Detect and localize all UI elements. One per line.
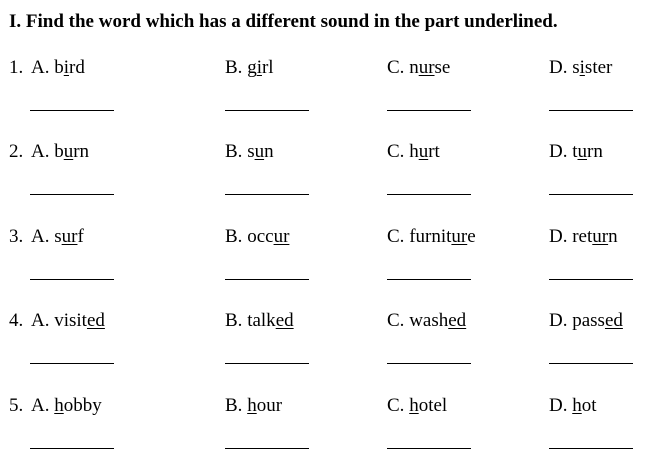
option-letter: D.	[549, 57, 568, 78]
underlined-part: h	[409, 395, 419, 416]
option-letter: D.	[549, 310, 568, 331]
option-word	[572, 226, 617, 247]
option-a	[31, 226, 84, 248]
question-number: 3.	[9, 226, 24, 247]
word-prefix: s	[54, 226, 62, 247]
word-suffix: n	[608, 226, 618, 247]
underlined-part: ur	[451, 226, 468, 247]
word-suffix: se	[434, 57, 451, 78]
option-letter: A.	[31, 141, 50, 162]
answer-blank[interactable]	[30, 279, 114, 280]
option-c	[387, 57, 450, 79]
word-prefix: t	[572, 141, 578, 162]
word-prefix: furnit	[409, 226, 452, 247]
option-word	[54, 226, 84, 247]
option-word	[572, 57, 612, 78]
word-prefix: b	[54, 57, 64, 78]
option-a	[31, 57, 85, 79]
question-3	[0, 226, 649, 296]
option-a	[31, 141, 89, 163]
answer-blank[interactable]	[387, 110, 471, 111]
answer-blank[interactable]	[225, 448, 309, 449]
option-word	[247, 141, 273, 162]
word-suffix: n	[264, 141, 274, 162]
word-suffix: f	[77, 226, 84, 247]
underlined-part: h	[54, 395, 64, 416]
option-c	[387, 310, 466, 332]
option-letter: B.	[225, 310, 243, 331]
option-b	[225, 310, 294, 332]
word-suffix: ster	[584, 57, 613, 78]
option-word	[54, 395, 102, 416]
question-5	[0, 395, 649, 465]
option-word	[572, 395, 596, 416]
answer-blank[interactable]	[387, 448, 471, 449]
word-prefix: pass	[572, 310, 605, 331]
underlined-part: ed	[448, 310, 467, 331]
word-prefix: s	[572, 57, 580, 78]
option-word	[54, 57, 85, 78]
underlined-part: ur	[61, 226, 78, 247]
option-letter: C.	[387, 310, 405, 331]
option-letter: B.	[225, 57, 243, 78]
answer-blank[interactable]	[225, 110, 309, 111]
underlined-part: ur	[592, 226, 609, 247]
word-suffix: ot	[581, 395, 597, 416]
answer-blank[interactable]	[225, 363, 309, 364]
underlined-part: h	[572, 395, 582, 416]
answer-blank[interactable]	[387, 363, 471, 364]
option-c	[387, 395, 447, 417]
option-d	[549, 141, 603, 163]
answer-blank[interactable]	[30, 363, 114, 364]
underlined-part: ed	[604, 310, 623, 331]
answer-blank[interactable]	[549, 363, 633, 364]
option-word	[409, 395, 447, 416]
underlined-part: h	[247, 395, 257, 416]
option-word	[409, 310, 466, 331]
option-letter: B.	[225, 395, 243, 416]
option-a	[31, 310, 105, 332]
underlined-part: u	[254, 141, 265, 162]
answer-blank[interactable]	[549, 448, 633, 449]
answer-blank[interactable]	[549, 110, 633, 111]
question-number: 4.	[9, 310, 24, 331]
answer-blank[interactable]	[30, 448, 114, 449]
word-prefix: b	[54, 141, 64, 162]
question-4	[0, 310, 649, 380]
option-word	[54, 310, 105, 331]
option-letter: B.	[225, 141, 243, 162]
word-prefix: h	[409, 141, 419, 162]
option-c	[387, 226, 476, 248]
option-letter: B.	[225, 226, 243, 247]
word-prefix: n	[409, 57, 419, 78]
exercise-heading: I. Find the word which has a different sound in the part underlined.	[9, 11, 558, 32]
option-letter: D.	[549, 226, 568, 247]
option-word	[572, 141, 603, 162]
word-prefix: talk	[247, 310, 276, 331]
underlined-part: u	[418, 141, 429, 162]
underlined-part: i	[579, 57, 585, 78]
word-prefix: ret	[572, 226, 593, 247]
question-2	[0, 141, 649, 211]
word-suffix: rl	[261, 57, 274, 78]
underlined-part: ed	[275, 310, 294, 331]
word-suffix: e	[467, 226, 476, 247]
word-prefix: s	[247, 141, 255, 162]
answer-blank[interactable]	[549, 194, 633, 195]
word-prefix: visit	[54, 310, 87, 331]
word-prefix: g	[247, 57, 257, 78]
option-word	[409, 141, 440, 162]
option-letter: A.	[31, 57, 50, 78]
option-d	[549, 395, 597, 417]
answer-blank[interactable]	[387, 279, 471, 280]
underlined-part: i	[63, 57, 70, 78]
option-letter: A.	[31, 395, 50, 416]
option-word	[54, 141, 89, 162]
word-suffix: rn	[73, 141, 90, 162]
option-word	[247, 226, 289, 247]
option-c	[387, 141, 440, 163]
option-word	[247, 395, 282, 416]
option-letter: C.	[387, 395, 405, 416]
question-number: 5.	[9, 395, 24, 416]
option-b	[225, 226, 289, 248]
option-letter: C.	[387, 57, 405, 78]
option-letter: D.	[549, 141, 568, 162]
word-suffix: rd	[69, 57, 85, 78]
option-word	[572, 310, 623, 331]
option-b	[225, 141, 274, 163]
option-letter: A.	[31, 310, 50, 331]
option-word	[247, 310, 293, 331]
option-letter: C.	[387, 141, 405, 162]
answer-blank[interactable]	[30, 194, 114, 195]
option-b	[225, 395, 282, 417]
option-d	[549, 226, 618, 248]
underlined-part: u	[63, 141, 74, 162]
word-suffix: obby	[63, 395, 102, 416]
answer-blank[interactable]	[387, 194, 471, 195]
option-letter: C.	[387, 226, 405, 247]
question-number: 2.	[9, 141, 24, 162]
option-b	[225, 57, 274, 79]
word-suffix: rn	[587, 141, 603, 162]
answer-blank[interactable]	[549, 279, 633, 280]
word-prefix: wash	[409, 310, 449, 331]
word-suffix: rt	[428, 141, 440, 162]
underlined-part: ur	[418, 57, 435, 78]
option-a	[31, 395, 102, 417]
answer-blank[interactable]	[225, 279, 309, 280]
underlined-part: i	[256, 57, 262, 78]
underlined-part: ur	[273, 226, 290, 247]
option-word	[409, 57, 450, 78]
option-letter: D.	[549, 395, 568, 416]
option-letter: A.	[31, 226, 50, 247]
word-suffix: otel	[418, 395, 448, 416]
underlined-part: u	[577, 141, 588, 162]
word-suffix: our	[256, 395, 283, 416]
question-1	[0, 57, 649, 127]
option-d	[549, 57, 612, 79]
word-prefix: occ	[247, 226, 274, 247]
answer-blank[interactable]	[30, 110, 114, 111]
answer-blank[interactable]	[225, 194, 309, 195]
question-number: 1.	[9, 57, 24, 78]
option-d	[549, 310, 623, 332]
option-word	[247, 57, 273, 78]
option-word	[409, 226, 475, 247]
underlined-part: ed	[86, 310, 105, 331]
